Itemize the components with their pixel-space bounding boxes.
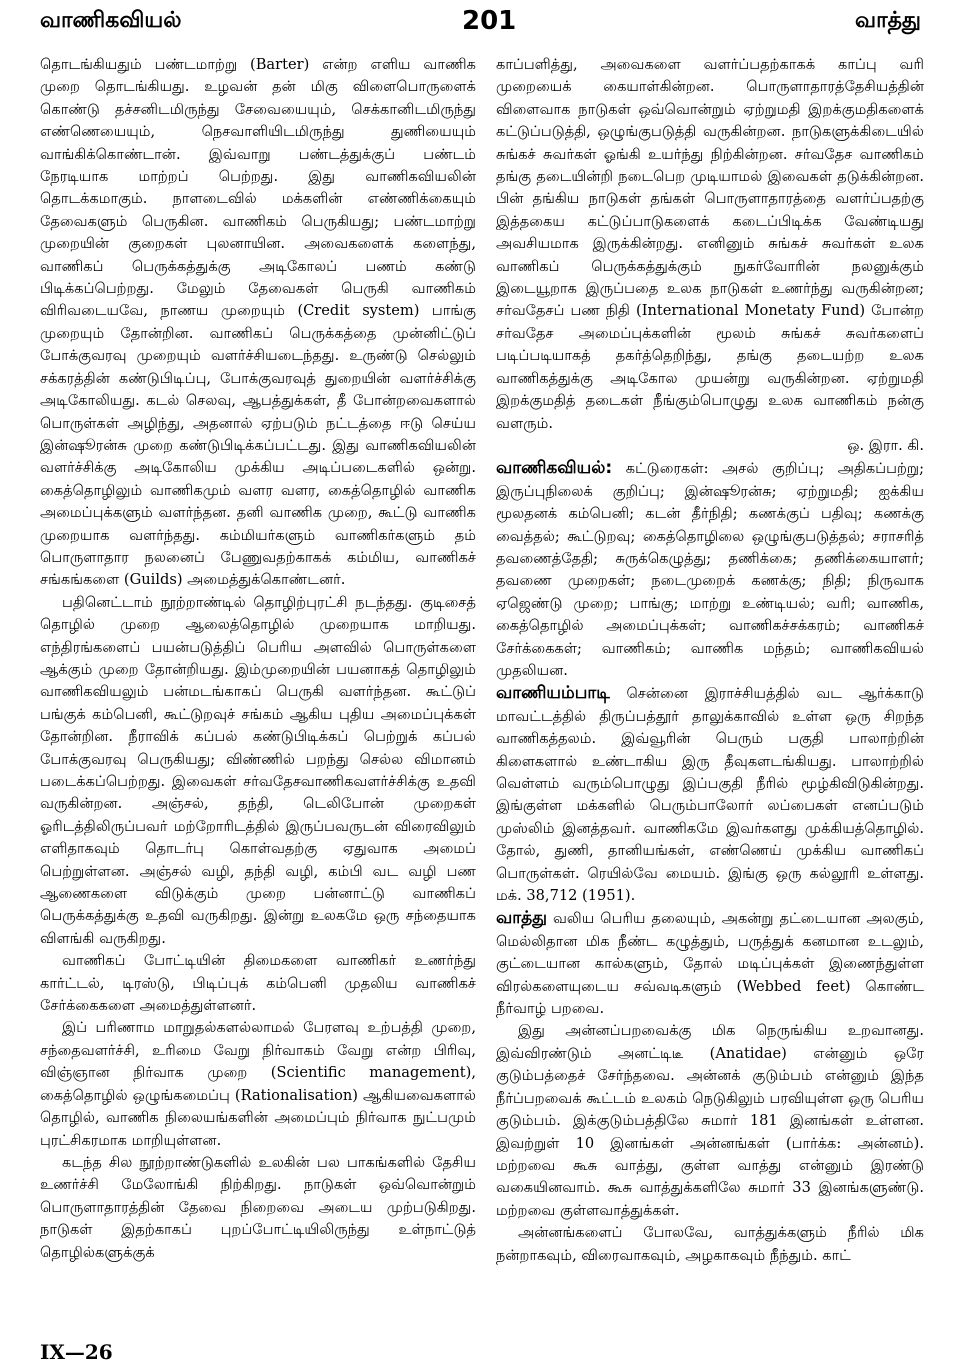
entry-heading-vathu: வாத்து — [496, 908, 547, 929]
running-header-left: வாணிகவியல் — [40, 8, 182, 33]
paragraph-swimming: அன்னங்களைப் போலவே, வாத்துக்களும் நீரில் மிக நன்றாகவும், விரைவாகவும், அழகாகவும் நீந்தும். காட் — [496, 1224, 924, 1264]
entry-body-vaniyambadi: சென்னை இராச்சியத்தில் வட ஆர்க்காடு மாவட்டத்தில் திருப்பத்தூர் தாலுக்காவில் உள்ள ஒரு சிறந்த வாணிகத்தலம். இவ்வூரின் பெரும் பகுதி பாலாற்றின் கிளைகளால் உண்டாகிய இரு தீவுகளடங்கியது. பாலாற்றில் வெள்ளம் வரும்பொழுது இப்பகுதி நீரில் மூழ்கிவிடுகின்றது. இங்குள்ள மக்களில் பெரும்பாலோர் லப்பைகள் எனப்படும் முஸ்லிம் இனத்தவர். வாணிகமே இவர்களது முக்கியத்தொழில். தோல், துணி, தானியங்கள், எண்ணெய் முக்கிய வாணிகப் பொருள்கள். ரெயில்வே மையம். இங்கு ஒரு கல்லூரி உள்ளது. மக். 38,712 (1951). — [496, 685, 924, 905]
paragraph-competition: வாணிகப் போட்டியின் திமைகளை வாணிகர் உணர்ந்து கார்ட்டல், டிரஸ்டு, பிடிப்புக் கம்பெனி முதலிய வாணிகச் சேர்க்கைகளை அமைத்துள்ளனர். — [40, 952, 476, 1015]
entry-body-vathu: வலிய பெரிய தலையும், அகன்று தட்டையான அலகும், மெல்லிதான மிக நீண்ட கழுத்தும், பருத்துக் கனமான உடலும், குட்டையான கால்களும், தோல் மடிப்புக்கள் இணைந்துள்ள விரல்களையுடைய சவ்வடிகளும் (Webbed feet) கொண்ட நீர்வாழ் பறவை. — [496, 910, 924, 1018]
entry-heading-vaniyambadi: வாணியம்பாடி — [496, 683, 610, 704]
paragraph-barter-history: தொடங்கியதும் பண்டமாற்று (Barter) என்ற எளிய வாணிக முறை தொடங்கியது. உழவன் தன் மிகு விளைபொருளைக் கொண்டு தச்சனிடமிருந்து சேவையையும், செக்கானிடமிருந்து எண்ணெயையும், நெசவாளியிடமிருந்து துணியையும் வாங்கிக்கொண்டான். இவ்வாறு பண்டத்துக்குப் பண்டம் நேரடியாக மாற்றப் பெற்றது. இது வாணிகவியலின் தொடக்கமாகும். நாளடைவில் மக்களின் எண்ணிக்கையும் தேவைகளும் பெருகின. வாணிகம் பெருகியது; பண்டமாற்று முறையின் குறைகள் புலனாயின. அவைகளைக் களைந்து, வாணிகப் பெருக்கத்துக்கு அடிகோலப் பணம் கண்டு பிடிக்கப்பெற்றது. மேலும் தேவைகள் பெருகி வாணிகம் விரிவடையவே, நாணய முறையும் (Credit system) பாங்கு முறையும் தோன்றின. வாணிகப் பெருக்கத்தை முன்னிட்டுப் போக்குவரவு முறையும் வளர்ச்சியடைந்தது. உருண்டு செல்லும் சக்கரத்தின் கண்டுபிடிப்பு, போக்குவரவுத் துறையின் வளர்ச்சிக்கு அடிகோலியது. கடல் செலவு, ஆபத்துக்கள், தீ போன்றவைகளால் பொருள்கள் அழிந்து, அதனால் ஏற்படும் நட்டத்தை ஈடு செய்ய இன்ஷூரன்சு முறை கண்டுபிடிக்கப்பட்டது. இது வாணிகவியலின் வளர்ச்சிக்கு அடிகோலிய முக்கிய அடிப்படைகளில் ஒன்று. கைத்தொழிலும் வாணிகமும் வளர வளர, கைத்தொழில் வாணிக அமைப்புக்களும் வளர்ந்தன. தனி வாணிக முறை, கூட்டு வாணிக முறையாக வளர்ந்தது. கம்மியர்களும் வாணிகர்களும் தம் பொருளாதார நலனைப் பேணுவதற்காகக் கம்மிய, வாணிகச் சங்கங்களை (Guilds) அமைத்துக்கொண்டனர். — [40, 56, 476, 589]
running-header-right: வாத்து — [855, 8, 921, 33]
left-column — [40, 54, 476, 1324]
volume-signature: IX—26 — [40, 1340, 113, 1364]
page-number: 201 — [462, 6, 517, 36]
entry-vathu — [496, 907, 924, 1020]
paragraph-management: இப் பரிணாம மாறுதல்களல்லாமல் பேரளவு உற்பத்தி முறை, சந்தைவளர்ச்சி, உரிமை வேறு நிர்வாகம் வேறு என்ற பிரிவு, விஞ்ஞான நிர்வாக முறை (Scientific management), கைத்தொழில் ஒழுங்கமைப்பு (Rationalisation) ஆகியவைகளால் தொழில், வாணிக நிலையங்களின் அமைப்பும் நிர்வாக நுட்பமும் புரட்சிகரமாக மாறியுள்ளன. — [40, 1019, 476, 1149]
cross-reference-heading: வாணிகவியல்: — [496, 458, 613, 479]
paragraph-trade-barriers: காப்பளித்து, அவைகளை வளர்ப்பதற்காகக் காப்பு வரி முறையைக் கையாள்கின்றன. பொருளாதாரத்தேசியத்தின் விளைவாக நாடுகள் ஒவ்வொன்றும் ஏற்றுமதி இறக்குமதிகளைக் கட்டுப்படுத்தி, ஒழுங்குபடுத்தி வருகின்றன. நாடுகளுக்கிடையில் சுங்கச் சுவர்கள் ஓங்கி உயர்ந்து நிற்கின்றன. சர்வதேச வாணிகம் தங்கு தடையின்றி நடைபெற முடியாமல் இவைகள் தடுக்கின்றன. பின் தங்கிய நாடுகள் தங்கள் பொருளாதாரத்தை வளர்ப்பதற்கு இத்தகைய கட்டுப்பாடுகளைக் கடைப்பிடிக்க வேண்டியது அவசியமாக இருக்கின்றது. எனினும் சுங்கச் சுவர்கள் உலக வாணிகப் பெருக்கத்துக்கும் நுகர்வோரின் நலனுக்கும் இடையூறாக இருப்பதை உலக நாடுகள் உணர்ந்து வருகின்றன; சர்வதேசப் பண நிதி (International Monetaty Fund) போன்ற சர்வதேச அமைப்புக்களின் மூலம் சுங்கச் சுவர்களைப் படிப்படியாகத் தகர்த்தெறிந்து, தங்கு தடையற்ற உலக வாணிகத்துக்கு அடிகோல முயன்று வருகின்றன. ஏற்றுமதி இறக்குமதித் தடைகள் நீங்கும்பொழுது உலக வாணிகம் நன்கு வளரும். — [496, 56, 924, 432]
paragraph-industrial-revolution: பதினெட்டாம் நூற்றாண்டில் தொழிற்புரட்சி நடந்தது. குடிசைத் தொழில் முறை ஆலைத்தொழில் முறையாக மாறியது. எந்திரங்களைப் பயன்படுத்திப் பெரிய அளவில் பொருள்களை ஆக்கும் முறை தோன்றியது. இம்முறையின் பயனாகத் தொழிலும் வாணிகவியலும் பன்மடங்காகப் பெருகி வளர்ந்தன. கூட்டுப் பங்குக் கம்பெனி, கூட்டுறவுச் சங்கம் ஆகிய புதிய அமைப்புக்கள் தோன்றின. நீராவிக் கப்பல் கண்டுபிடிக்கப் பெற்றுக் கப்பல் போக்குவரவு பெருகியது; விண்ணில் பறந்து செல்ல விமானம் படைக்கப்பெற்றது. இவைகள் சர்வதேசவாணிகவளர்ச்சிக்கு உதவி வருகின்றன. அஞ்சல், தந்தி, டெலிபோன் முறைகள் ஓரிடத்திலிருப்பவர் மற்றோரிடத்தில் இருப்பவருடன் விரைவிலும் எளிதாகவும் தொடர்பு கொள்வதற்கு ஏதுவாக அமைப் பெற்றுள்ளன. அஞ்சல் வழி, தந்தி வழி, கம்பி வட வழி பண ஆணைகளை விடுக்கும் முறை பன்னாட்டு வாணிகப் பெருக்கத்துக்கு உதவி வருகிறது. இன்று உலகமே ஒரு சந்தையாக விளங்கி வருகிறது. — [40, 593, 476, 947]
paragraph-anatidae: இது அன்னப்பறவைக்கு மிக நெருங்கிய உறவானது. இவ்விரண்டும் அனட்டிடீ (Anatidae) என்னும் ஒரே குடும்பத்தைச் சேர்ந்தவை. அன்னக் குடும்பம் என்னும் இந்த நீர்ப்பறவைக் கூட்டம் உலகம் நெடுகிலும் பரவியுள்ள ஒரு பெரிய குடும்பம். இக்குடும்பத்திலே சுமார் 181 இனங்கள் உள்ளன. இவற்றுள் 10 இனங்கள் அன்னங்கள் (பார்க்க: அன்னம்). மற்றவை கூசு வாத்து, குள்ள வாத்து என்னும் இரண்டு வகையினவாம். கூசு வாத்துக்களிலே சுமார் 33 இனங்களுண்டு. மற்றவை குள்ளவாத்துக்கள். — [496, 1022, 924, 1219]
right-column — [496, 54, 924, 1324]
paragraph-nationalism: கடந்த சில நூற்றாண்டுகளில் உலகின் பல பாகங்களில் தேசிய உணர்ச்சி மேலோங்கி நிற்கிறது. நாடுகள் ஒவ்வொன்றும் பொருளாதாரத்தின் தேவை நிறைவை அடைய முற்படுகிறது. நாடுகள் இதற்காகப் புறப்போட்டியிலிருந்து உள்நாட்டுத் தொழில்களுக்குக் — [40, 1153, 476, 1261]
cross-reference-list: கட்டுரைகள்: அசல் குறிப்பு; அதிகப்பற்று; இருப்புநிலைக் குறிப்பு; இன்ஷூரன்சு; ஏற்றுமதி; ஐக்கிய மூலதனக் கம்பெனி; கடன் தீர்நிதி; கணக்குப் பதிவு; கணக்கு வைத்தல்; கூட்டுறவு; கைத்தொழிலை ஒழுங்குபடுத்தல்; சராசரித் தவணைத்தேதி; சுருக்கெழுத்து; தணிக்கை; தணிக்கையாளர்; தவணை முறைகள்; நடைமுறைக் கணக்கு; நிதி; நிருவாக ஏஜெண்டு முறை; பாங்கு; மாற்று உண்டியல்; வரி; வாணிக, கைத்தொழில் அமைப்புக்கள்; வாணிகச்சக்கரம்; வாணிகச் சேர்க்கைகள்; வாணிகம்; வாணிக மந்தம்; வாணிகவியல் முதலியன. — [496, 460, 924, 679]
entry-vaniyambadi — [496, 682, 924, 907]
author-initials: ஒ. இரா. கி. — [847, 436, 924, 454]
cross-references — [496, 457, 924, 682]
